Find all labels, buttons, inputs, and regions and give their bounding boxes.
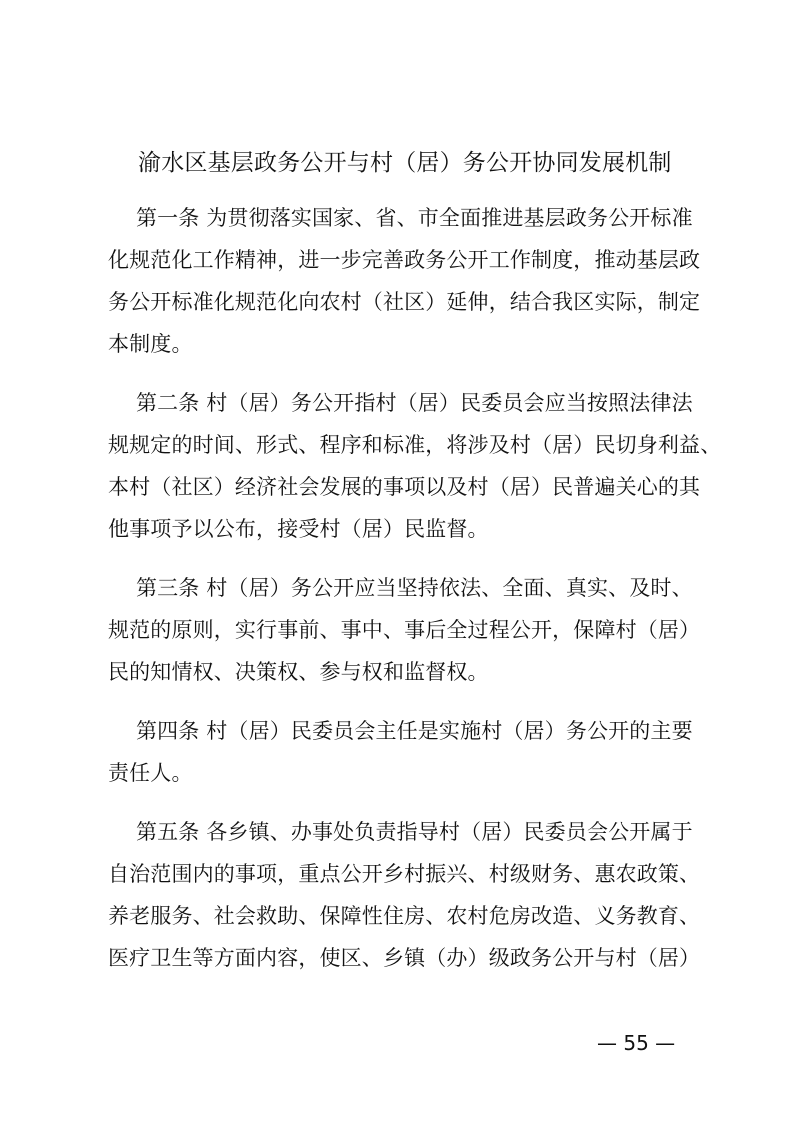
article-1-line-4: 本制度。 <box>108 332 193 356</box>
article-5-line-4: 医疗卫生等方面内容，使区、乡镇（办）级政务公开与村（居） <box>108 946 701 970</box>
article-1-line-3: 务公开标准化规范化向农村（社区）延伸，结合我区实际，制定 <box>108 290 701 314</box>
article-5-line-2: 自治范围内的事项，重点公开乡村振兴、村级财务、惠农政策、 <box>108 862 701 886</box>
article-4-line-1: 第四条 村（居）民委员会主任是实施村（居）务公开的主要 <box>136 719 693 743</box>
article-5-line-1: 第五条 各乡镇、办事处负责指导村（居）民委员会公开属于 <box>136 820 693 844</box>
document-title: 渝水区基层政务公开与村（居）务公开协同发展机制 <box>138 150 672 176</box>
article-2-line-4: 他事项予以公布，接受村（居）民监督。 <box>108 517 489 541</box>
article-3 <box>108 567 702 693</box>
page-number: — 55 — <box>597 1031 676 1055</box>
article-2-line-2: 规规定的时间、形式、程序和标准，将涉及村（居）民切身利益、 <box>108 433 722 457</box>
article-4 <box>108 710 702 794</box>
article-3-line-1: 第三条 村（居）务公开应当坚持依法、全面、真实、及时、 <box>136 576 693 600</box>
article-2-line-1: 第二条 村（居）务公开指村（居）民委员会应当按照法律法 <box>136 391 693 415</box>
article-5 <box>108 811 702 979</box>
article-1 <box>108 197 702 365</box>
article-2 <box>108 382 722 550</box>
article-4-line-2: 责任人。 <box>108 761 193 785</box>
article-3-line-2: 规范的原则，实行事前、事中、事后全过程公开，保障村（居） <box>108 618 701 642</box>
article-2-line-3: 本村（社区）经济社会发展的事项以及村（居）民普遍关心的其 <box>108 475 701 499</box>
article-1-line-1: 第一条 为贯彻落实国家、省、市全面推进基层政务公开标准 <box>136 206 693 230</box>
article-1-line-2: 化规范化工作精神，进一步完善政务公开工作制度，推动基层政 <box>108 248 701 272</box>
article-5-line-3: 养老服务、社会救助、保障性住房、农村危房改造、义务教育、 <box>108 904 701 928</box>
document-body <box>108 197 722 996</box>
article-3-line-3: 民的知情权、决策权、参与权和监督权。 <box>108 660 489 684</box>
